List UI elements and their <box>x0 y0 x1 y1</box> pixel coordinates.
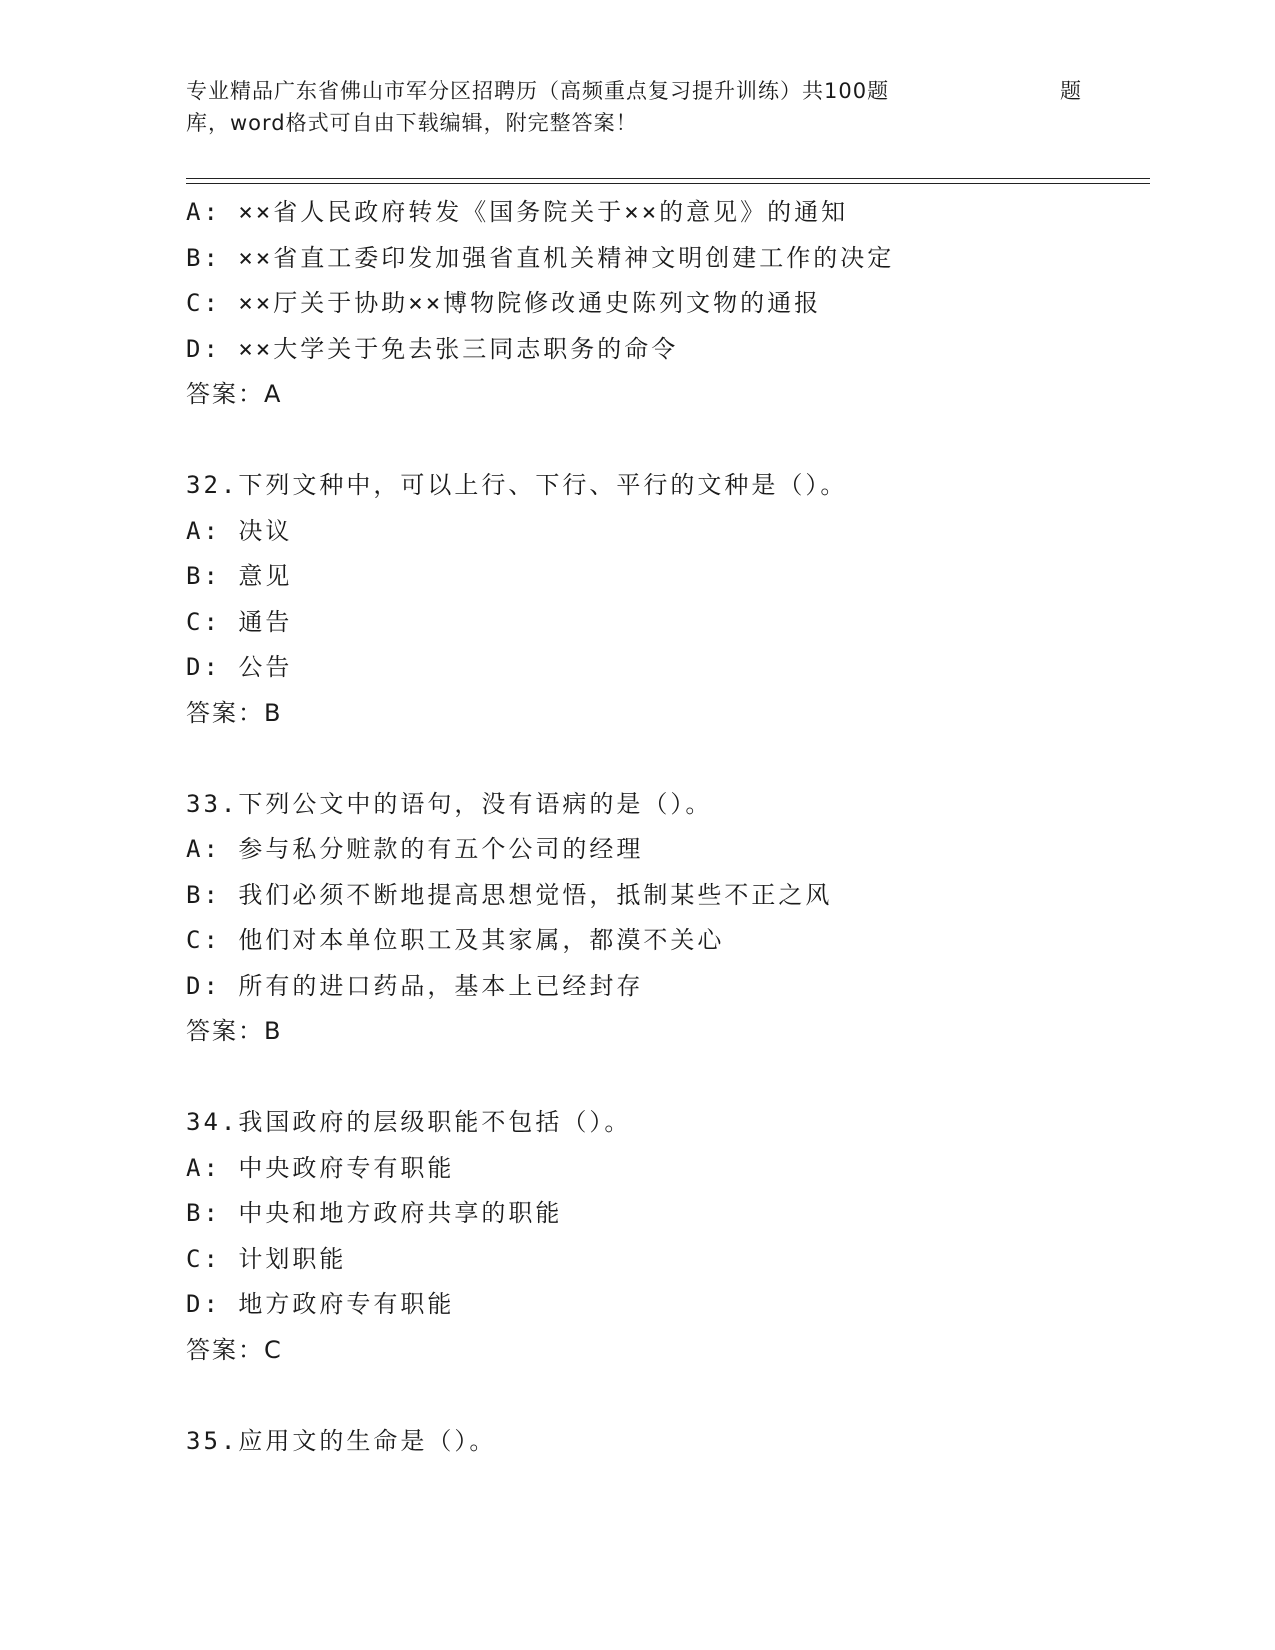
question-text: 32.下列文种中，可以上行、下行、平行的文种是（）。 <box>186 471 848 499</box>
option-b: B: 我们必须不断地提高思想觉悟，抵制某些不正之风 <box>186 880 833 909</box>
header-title-line2: 库，word格式可自由下载编辑，附完整答案！ <box>186 111 638 135</box>
question-block-33 <box>186 782 1150 1055</box>
option-a: A: 中央政府专有职能 <box>186 1153 455 1182</box>
option-b: B: 中央和地方政府共享的职能 <box>186 1199 563 1227</box>
header-divider-bottom <box>186 183 1150 184</box>
page-header <box>186 70 1086 140</box>
answer: 答案：B <box>186 1017 283 1045</box>
spacer <box>186 418 1150 464</box>
option-d: D: ××大学关于免去张三同志职务的命令 <box>186 334 679 363</box>
question-block-31 <box>186 190 1150 418</box>
option-a: A: ××省人民政府转发《国务院关于××的意见》的通知 <box>186 198 849 226</box>
question-block-32 <box>186 463 1150 736</box>
spacer <box>186 1373 1150 1419</box>
question-text: 35.应用文的生命是（）。 <box>186 1426 497 1455</box>
header-title-line1: 专业精品广东省佛山市军分区招聘历（高频重点复习提升训练）共100题 <box>186 79 890 103</box>
spacer <box>186 1055 1150 1101</box>
option-c: C: 他们对本单位职工及其家属，都漠不关心 <box>186 926 725 954</box>
question-block-35 <box>186 1419 1150 1465</box>
option-c: C: 计划职能 <box>186 1244 347 1273</box>
option-b: B: 意见 <box>186 562 293 590</box>
question-block-34 <box>186 1100 1150 1373</box>
option-a: A: 决议 <box>186 516 293 545</box>
question-text: 34.我国政府的层级职能不包括（）。 <box>186 1108 632 1136</box>
question-list <box>186 190 1150 1464</box>
header-divider-top <box>186 178 1150 179</box>
option-d: D: 公告 <box>186 653 293 681</box>
option-a: A: 参与私分赃款的有五个公司的经理 <box>186 835 644 863</box>
answer: 答案：A <box>186 380 283 408</box>
option-d: D: 所有的进口药品，基本上已经封存 <box>186 971 644 1000</box>
header-title-tail: 题 <box>1060 79 1082 103</box>
option-d: D: 地方政府专有职能 <box>186 1290 455 1318</box>
option-c: C: ××厅关于协助××博物院修改通史陈列文物的通报 <box>186 289 822 317</box>
answer: 答案：C <box>186 1335 283 1364</box>
option-b: B: ××省直工委印发加强省直机关精神文明创建工作的决定 <box>186 243 895 272</box>
option-c: C: 通告 <box>186 607 293 636</box>
question-text: 33.下列公文中的语句，没有语病的是（）。 <box>186 789 713 818</box>
spacer <box>186 736 1150 782</box>
answer: 答案：B <box>186 698 283 727</box>
